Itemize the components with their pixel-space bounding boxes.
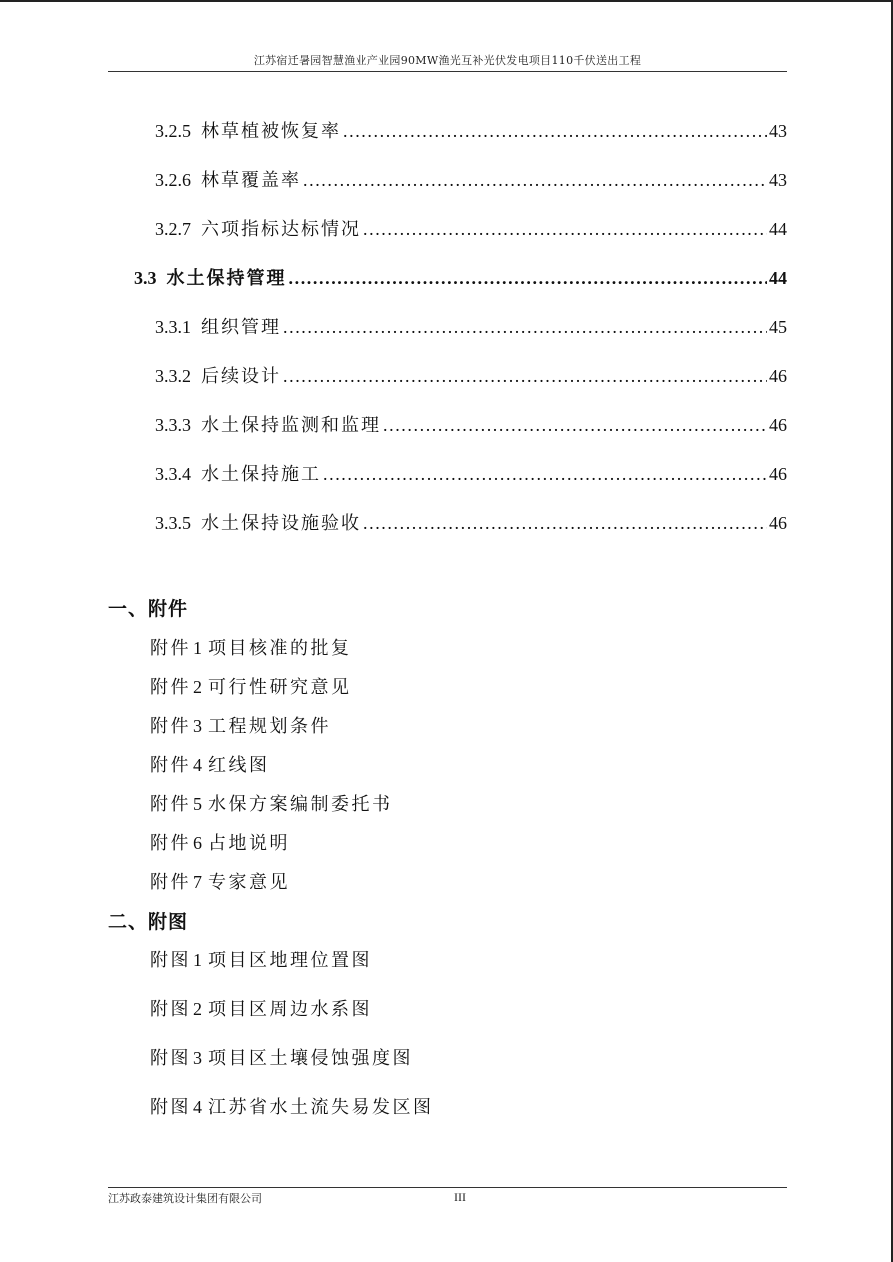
attachment-title: 红线图	[208, 755, 270, 776]
attachment-label: 附件	[150, 794, 191, 815]
attachment-number: 1	[193, 638, 202, 658]
toc-page-number: 45	[769, 317, 787, 337]
figure-number: 4	[193, 1097, 202, 1117]
attachment-item-3	[150, 712, 331, 738]
attachment-item-1	[150, 634, 352, 660]
figure-item-2	[150, 995, 372, 1021]
toc-entry-3-3-3[interactable]	[155, 413, 787, 438]
toc-entry-3-2-5[interactable]	[155, 119, 787, 144]
toc-title: 水土保持设施验收	[201, 513, 361, 534]
toc-number: 3.3.1	[155, 317, 191, 337]
toc-number: 3.3.5	[155, 513, 191, 533]
toc-number: 3.3.4	[155, 464, 191, 484]
attachment-number: 2	[193, 677, 202, 697]
toc-number: 3.3.3	[155, 415, 191, 435]
toc-leader-dots	[323, 462, 767, 486]
toc-number: 3.2.5	[155, 121, 191, 141]
toc-number: 3.3.2	[155, 366, 191, 386]
toc-entry-3-2-6[interactable]	[155, 168, 787, 193]
attachment-label: 附件	[150, 716, 191, 737]
page-border-top	[0, 0, 893, 2]
toc-number: 3.3	[134, 268, 157, 288]
attachment-title: 占地说明	[208, 833, 290, 854]
toc-number: 3.2.7	[155, 219, 191, 239]
figure-item-4	[150, 1093, 434, 1119]
toc-title: 组织管理	[201, 317, 281, 338]
attachment-item-6	[150, 829, 290, 855]
figure-title: 项目区地理位置图	[208, 950, 372, 971]
footer-company: 江苏政泰建筑设计集团有限公司	[108, 1192, 262, 1205]
figure-title: 江苏省水土流失易发区图	[208, 1097, 434, 1118]
attachments-heading: 一、附件	[108, 598, 189, 620]
toc-title: 水土保持施工	[201, 464, 321, 485]
figure-label: 附图	[150, 950, 191, 971]
attachment-label: 附件	[150, 872, 191, 893]
attachment-title: 可行性研究意见	[208, 677, 352, 698]
attachment-label: 附件	[150, 677, 191, 698]
toc-entry-3-3-1[interactable]	[155, 315, 787, 340]
toc-entry-3-3-5[interactable]	[155, 511, 787, 536]
attachment-item-2	[150, 673, 352, 699]
toc-number: 3.2.6	[155, 170, 191, 190]
figure-item-1	[150, 946, 372, 972]
footer-rule	[108, 1187, 787, 1188]
toc-leader-dots	[303, 168, 767, 192]
toc-title: 林草植被恢复率	[201, 121, 341, 142]
attachment-number: 4	[193, 755, 202, 775]
attachment-item-7	[150, 868, 290, 894]
figure-label: 附图	[150, 1048, 191, 1069]
header-rule	[108, 71, 787, 72]
toc-page-number: 44	[769, 219, 787, 239]
attachment-number: 5	[193, 794, 202, 814]
attachment-label: 附件	[150, 755, 191, 776]
toc-page-number: 46	[769, 464, 787, 484]
toc-page-number: 43	[769, 121, 787, 141]
toc-page-number: 46	[769, 366, 787, 386]
attachment-title: 工程规划条件	[208, 716, 331, 737]
footer-page-number: III	[454, 1190, 466, 1204]
toc-title: 六项指标达标情况	[201, 219, 361, 240]
toc-entry-3-3-2[interactable]	[155, 364, 787, 389]
attachment-title: 水保方案编制委托书	[208, 794, 393, 815]
toc-page-number: 43	[769, 170, 787, 190]
toc-title: 后续设计	[201, 366, 281, 387]
toc-leader-dots	[363, 217, 767, 241]
attachment-number: 6	[193, 833, 202, 853]
toc-title: 水土保持监测和监理	[201, 415, 381, 436]
figure-number: 3	[193, 1048, 202, 1068]
toc-leader-dots	[383, 413, 767, 437]
toc-entry-3-2-7[interactable]	[155, 217, 787, 242]
figure-number: 1	[193, 950, 202, 970]
attachment-label: 附件	[150, 833, 191, 854]
attachment-title: 项目核准的批复	[208, 638, 352, 659]
figure-title: 项目区周边水系图	[208, 999, 372, 1020]
toc-leader-dots	[363, 511, 767, 535]
attachment-title: 专家意见	[208, 872, 290, 893]
figure-label: 附图	[150, 1097, 191, 1118]
figures-heading: 二、附图	[108, 911, 189, 933]
figure-title: 项目区土壤侵蚀强度图	[208, 1048, 413, 1069]
figure-item-3	[150, 1044, 413, 1070]
page-header: 江苏宿迁暑园智慧渔业产业园90MW渔光互补光伏发电项目110千伏送出工程	[253, 54, 642, 67]
toc-leader-dots	[289, 266, 768, 290]
toc-page-number: 44	[769, 268, 787, 288]
figure-label: 附图	[150, 999, 191, 1020]
toc-page-number: 46	[769, 513, 787, 533]
attachment-number: 7	[193, 872, 202, 892]
attachment-item-5	[150, 790, 393, 816]
toc-page-number: 46	[769, 415, 787, 435]
toc-entry-3-3-4[interactable]	[155, 462, 787, 487]
toc-leader-dots	[343, 119, 767, 143]
attachment-item-4	[150, 751, 270, 777]
attachment-number: 3	[193, 716, 202, 736]
toc-leader-dots	[283, 315, 767, 339]
toc-leader-dots	[283, 364, 767, 388]
attachment-label: 附件	[150, 638, 191, 659]
figure-number: 2	[193, 999, 202, 1019]
toc-entry-3-3[interactable]	[134, 266, 787, 291]
toc-title: 水土保持管理	[166, 268, 287, 289]
toc-title: 林草覆盖率	[201, 170, 301, 191]
